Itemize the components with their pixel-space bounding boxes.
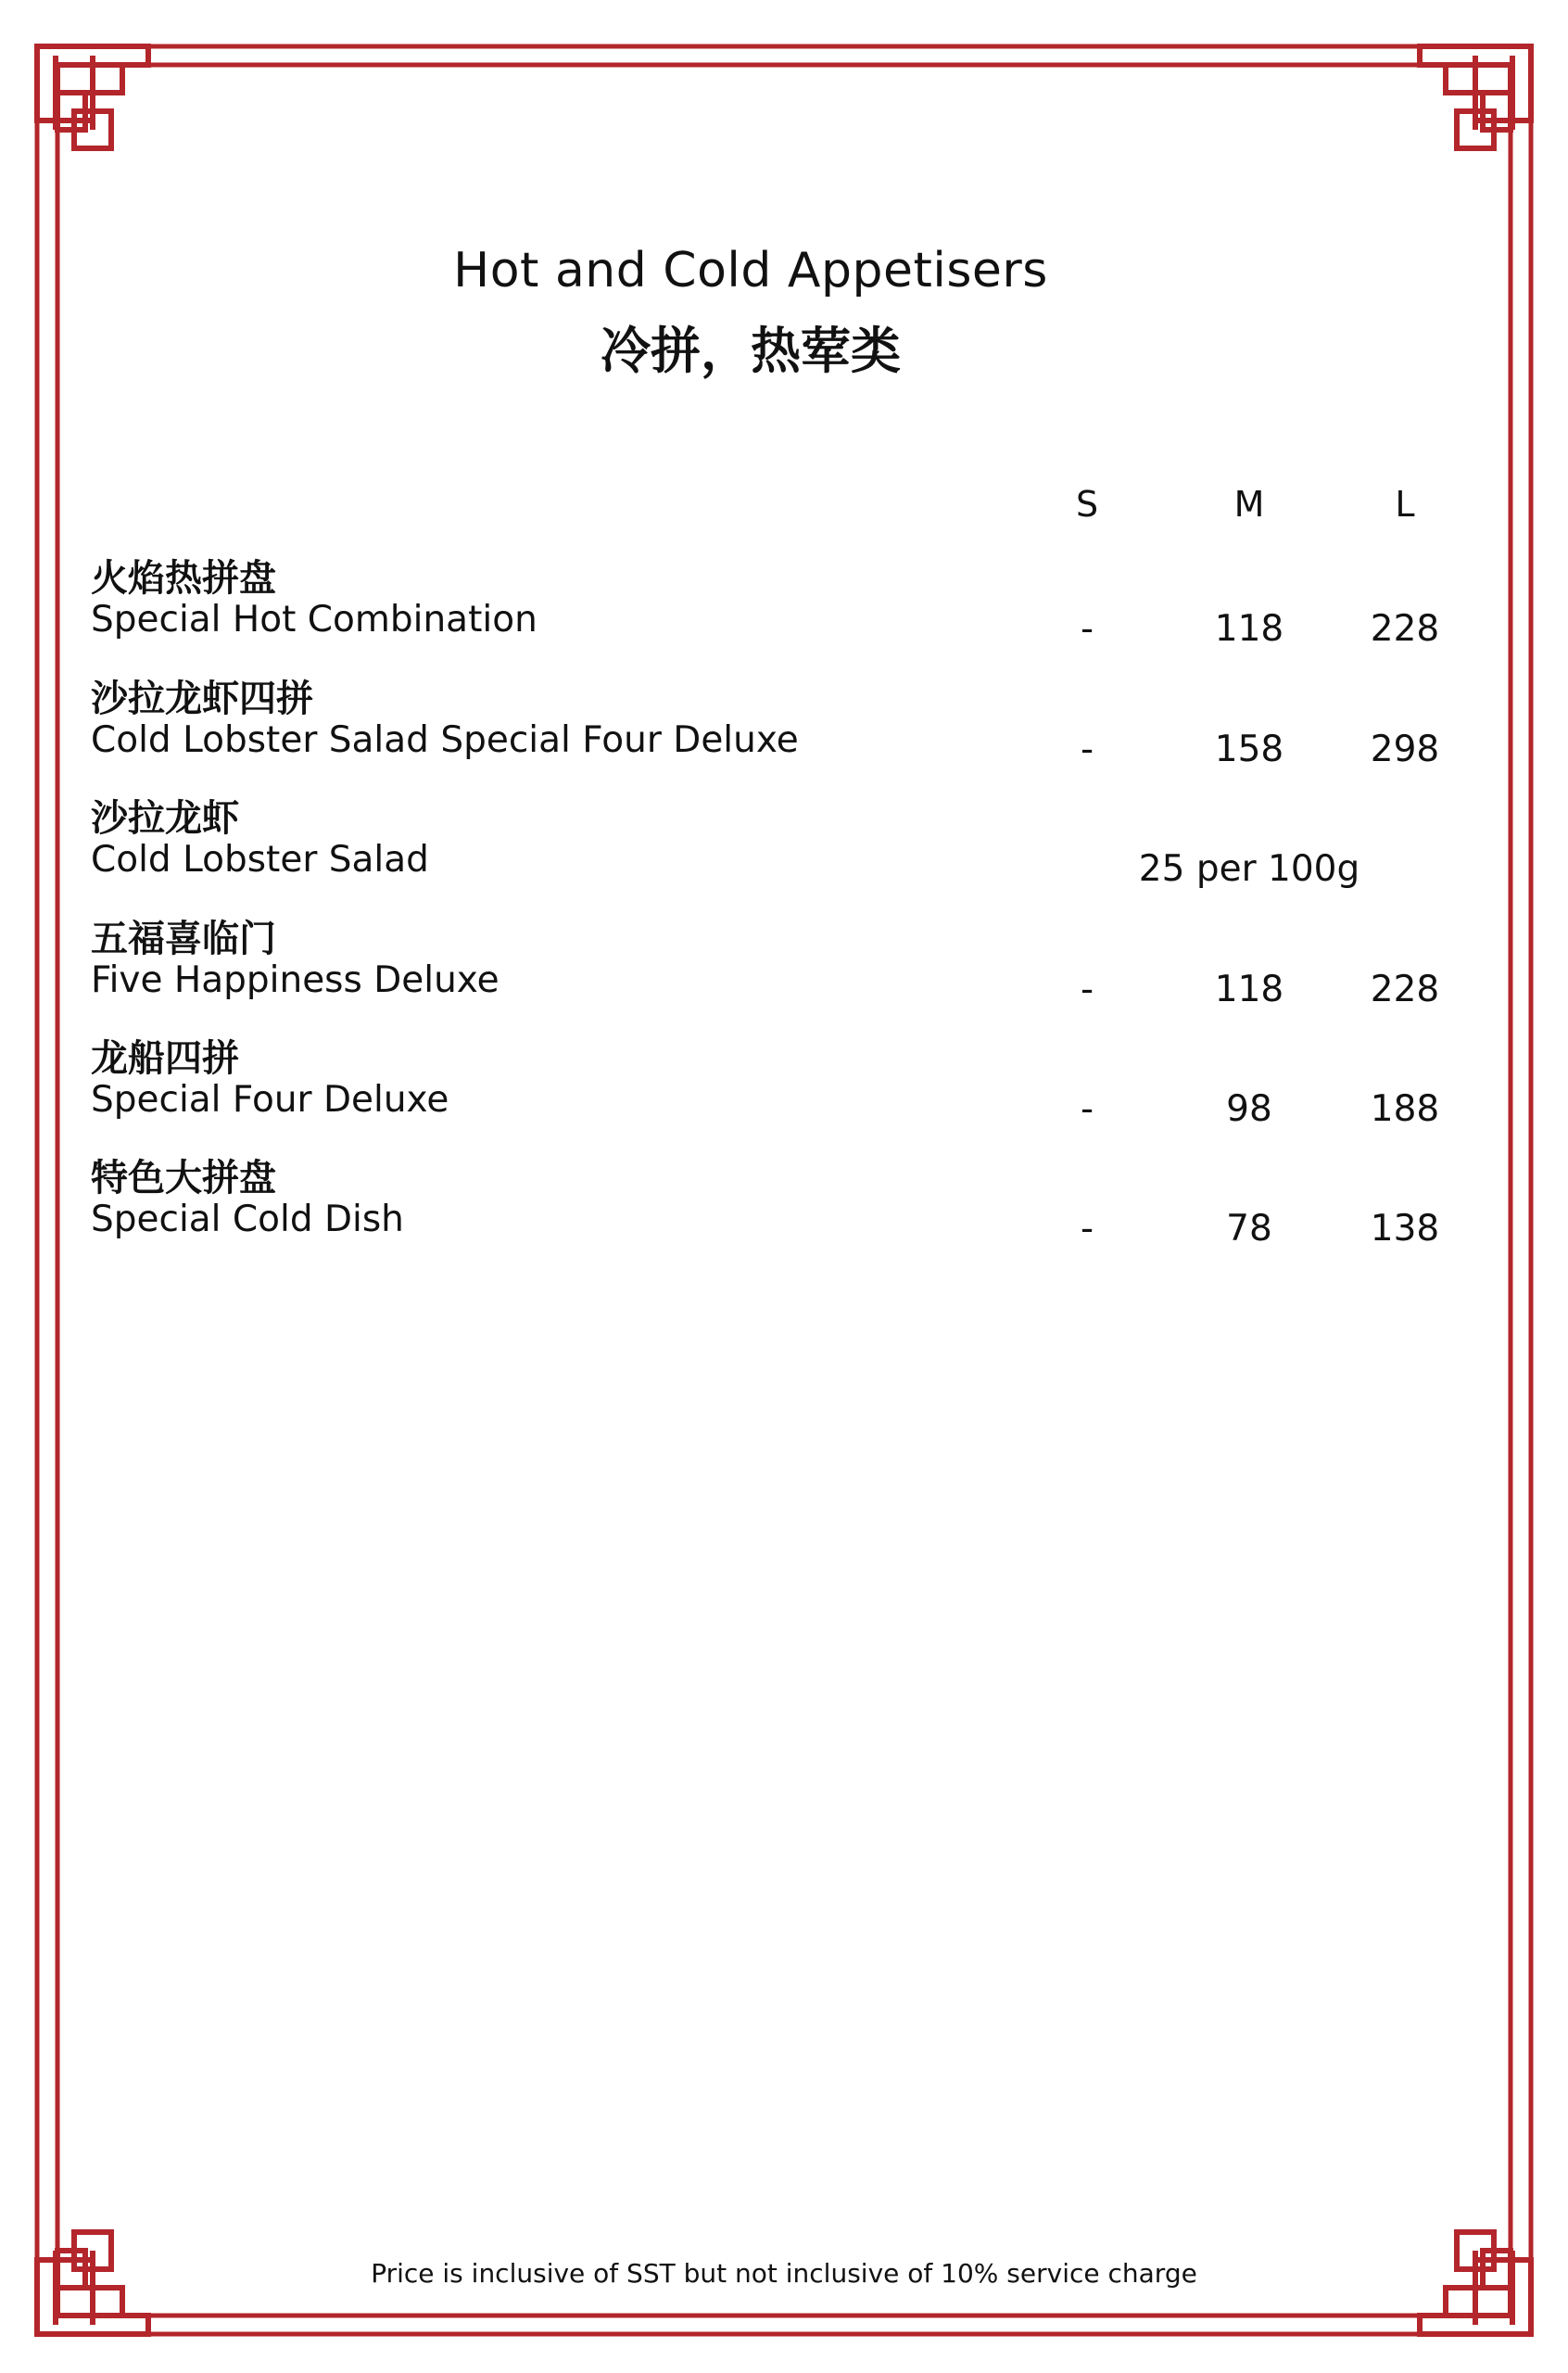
menu-item-name-chinese: 龙船四拼 [91, 1037, 239, 1080]
menu-item [91, 909, 1462, 1021]
menu-item-name: Cold Lobster Salad [91, 839, 429, 881]
menu-item-name: Special Four Deluxe [91, 1079, 449, 1121]
price-medium: 78 [1226, 1208, 1272, 1250]
menu-item-name-chinese: 特色大拼盘 [91, 1157, 276, 1199]
page-title-chinese: 冷拼，热荤类 [601, 322, 901, 380]
menu-item-name: Special Cold Dish [91, 1199, 404, 1240]
price-medium: 118 [1214, 608, 1284, 650]
price-medium: 158 [1214, 729, 1284, 770]
column-header-large: L [1395, 484, 1415, 525]
price-large: 228 [1370, 608, 1440, 650]
price-medium: 98 [1226, 1088, 1272, 1130]
menu-item-name-chinese: 沙拉龙虾四拼 [91, 678, 313, 720]
menu-item-name-chinese: 火焰热拼盘 [91, 557, 276, 600]
column-header-medium: M [1233, 484, 1265, 525]
price-large: 188 [1370, 1088, 1440, 1130]
menu-item [91, 549, 1462, 660]
price-large: 228 [1370, 969, 1440, 1010]
price-per-weight: 25 per 100g [1138, 848, 1360, 890]
price-large: 138 [1370, 1208, 1440, 1250]
column-header-small: S [1075, 484, 1099, 525]
price-small: - [1080, 729, 1094, 770]
menu-item-name-chinese: 五福喜临门 [91, 918, 276, 960]
menu-item [91, 669, 1462, 780]
menu-item-name-chinese: 沙拉龙虾 [91, 797, 239, 840]
price-small: - [1080, 1088, 1094, 1130]
menu-item-name: Five Happiness Deluxe [91, 959, 499, 1001]
price-large: 298 [1370, 729, 1440, 770]
menu-item-name: Special Hot Combination [91, 599, 537, 641]
price-small: - [1080, 969, 1094, 1010]
price-small: - [1080, 608, 1094, 650]
menu-item [91, 1029, 1462, 1140]
price-medium: 118 [1214, 969, 1284, 1010]
menu-item [91, 789, 1462, 900]
page-title: Hot and Cold Appetisers [453, 243, 1048, 298]
menu-item-name: Cold Lobster Salad Special Four Deluxe [91, 719, 799, 761]
price-small: - [1080, 1208, 1094, 1250]
footer-note: Price is inclusive of SST but not inclusive of 10% service charge [371, 2258, 1197, 2289]
menu-item [91, 1148, 1462, 1260]
